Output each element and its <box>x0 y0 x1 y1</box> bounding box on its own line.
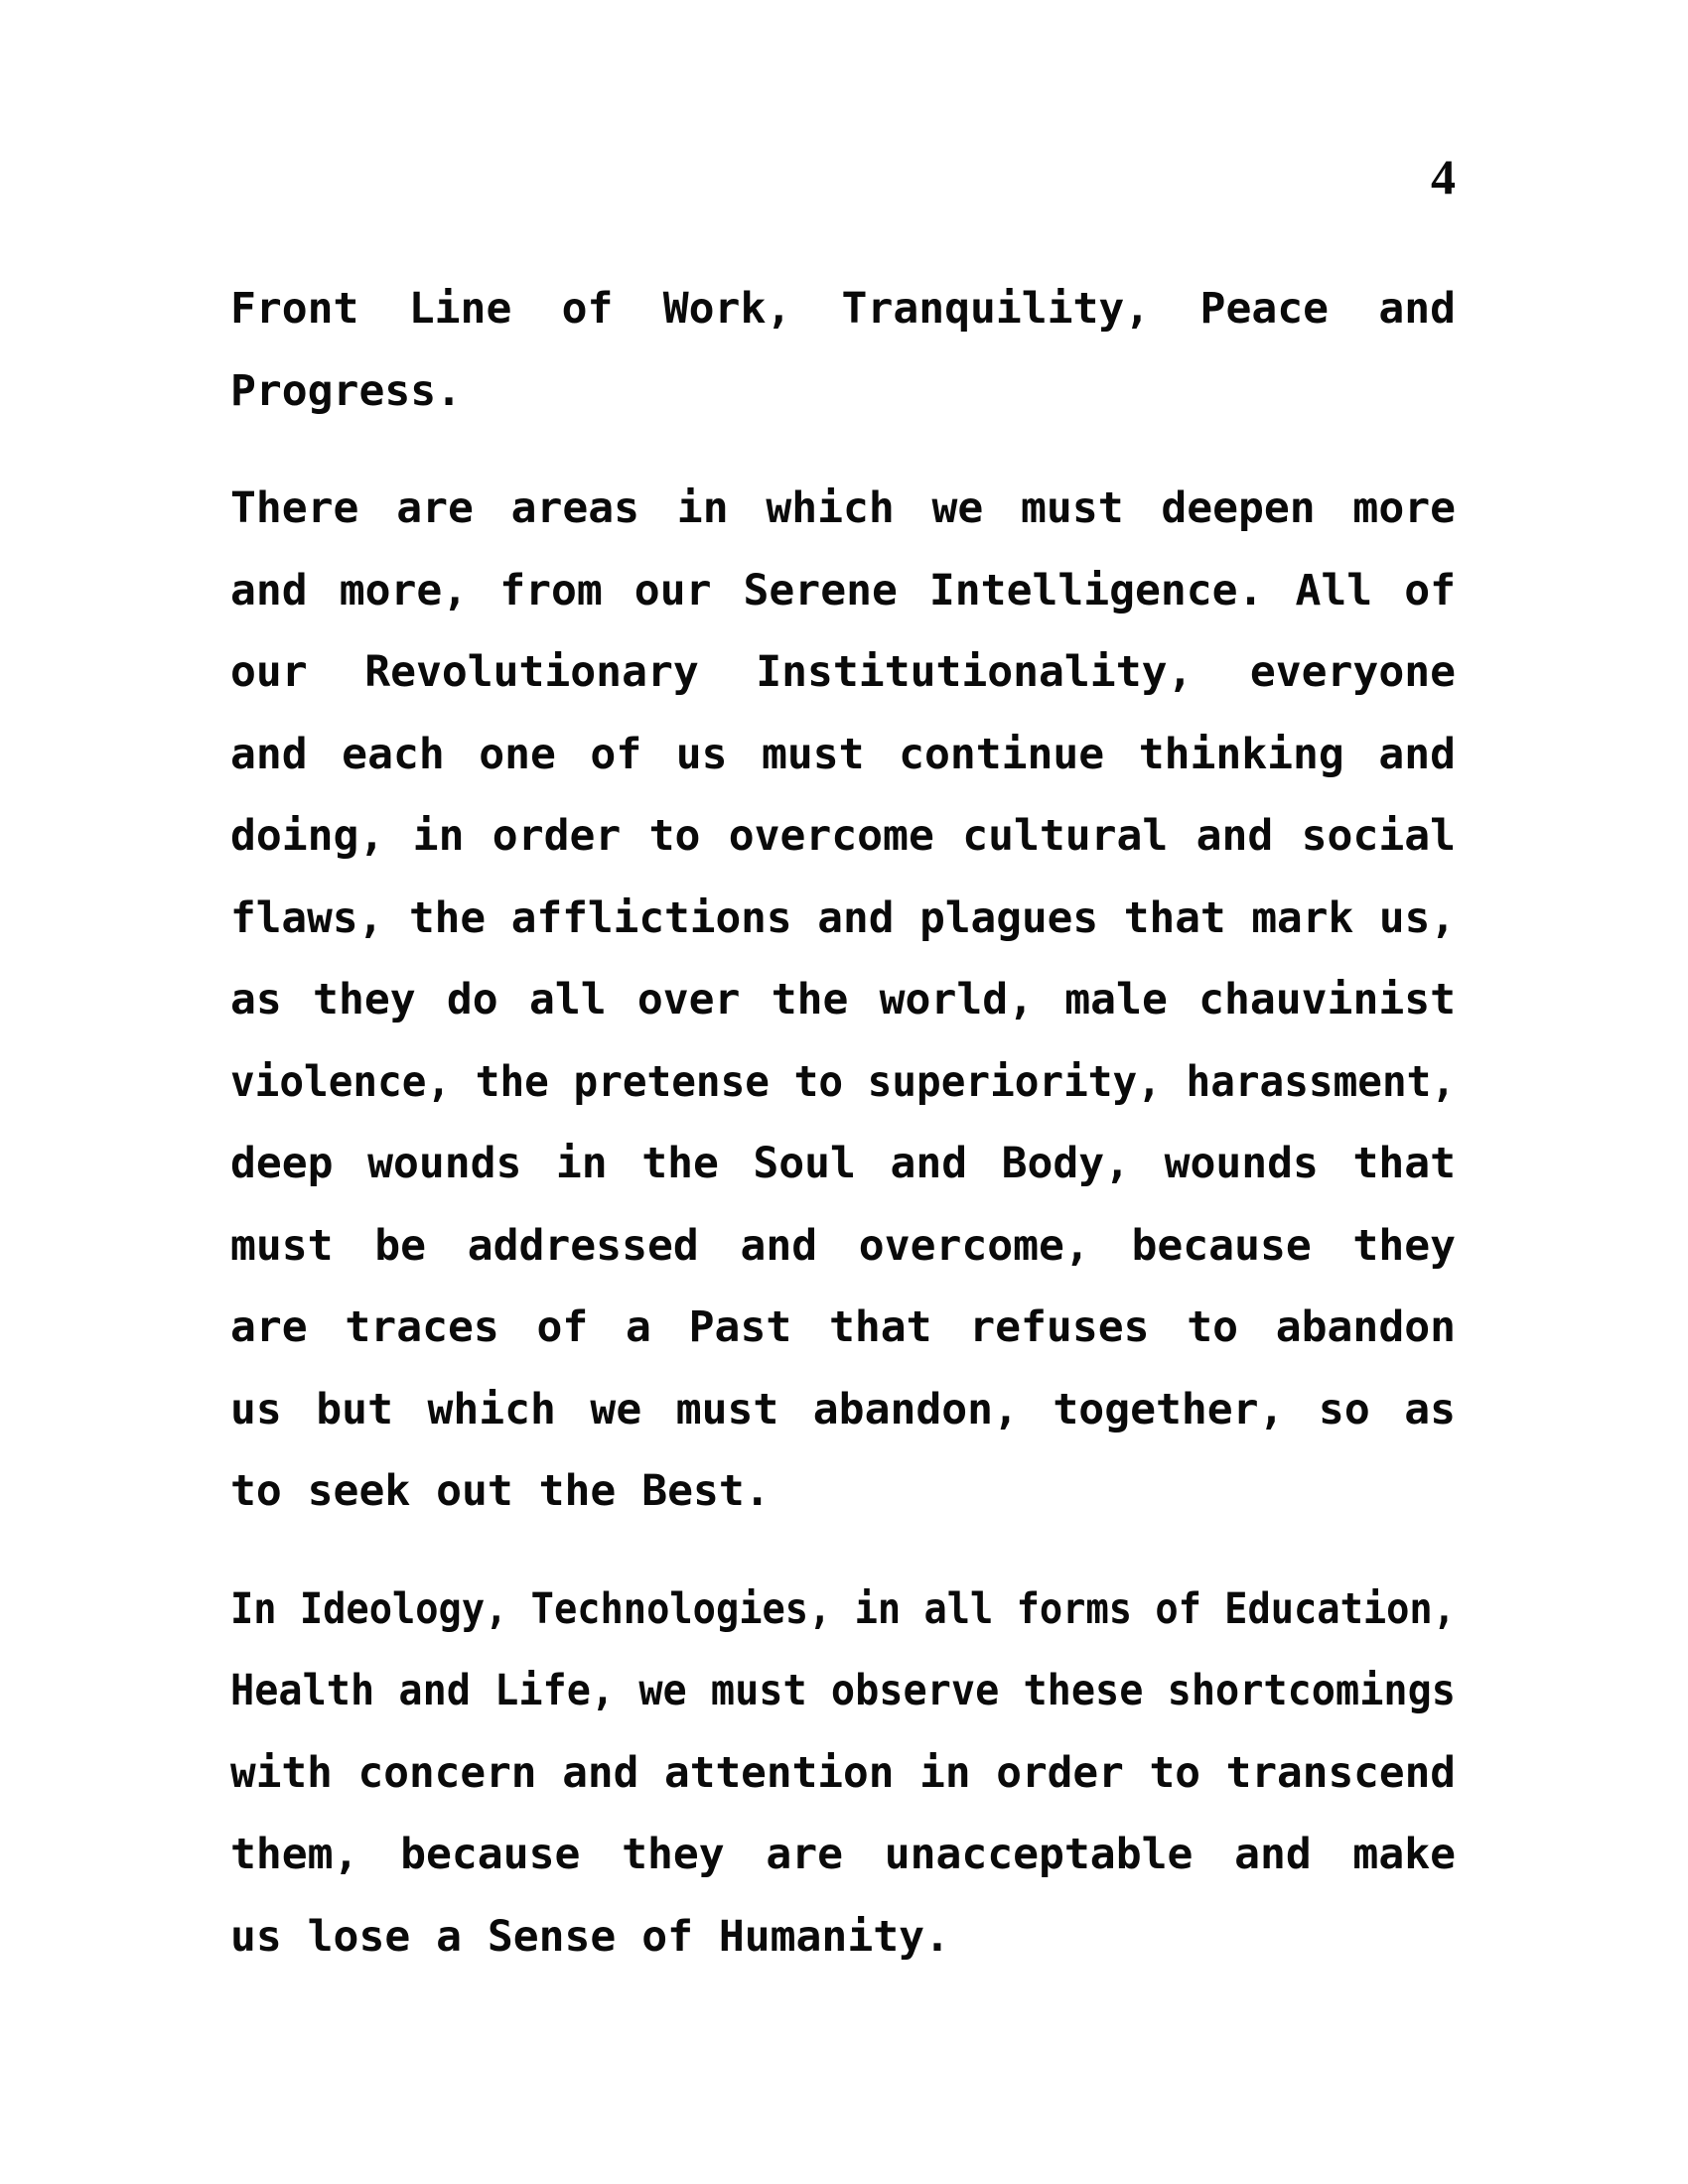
text-line: and more, from our Serene Intelligence. All of <box>230 565 1456 615</box>
text-line: as they do all over the world, male chauvinist <box>230 975 1456 1024</box>
paragraph <box>230 468 1456 1533</box>
document-body <box>230 268 1456 2013</box>
text-line: our Revolutionary Institutionality, everyone <box>230 647 1456 697</box>
text-line: Front Line of Work, Tranquility, Peace and <box>230 284 1456 334</box>
text-line: Health and Life, we must observe these shortcomings <box>230 1666 1456 1715</box>
text-line: In Ideology, Technologies, in all forms of Education, <box>230 1583 1456 1634</box>
text-line: must be addressed and overcome, because they <box>230 1220 1456 1271</box>
text-line: with concern and attention in order to transcend <box>230 1747 1456 1798</box>
text-line: to seek out the Best. <box>230 1466 771 1516</box>
text-line: deep wounds in the Soul and Body, wounds that <box>230 1139 1456 1188</box>
text-line: and each one of us must continue thinking and <box>230 729 1456 779</box>
text-line: Progress. <box>230 365 462 416</box>
text-line: violence, the pretense to superiority, harassment, <box>230 1056 1456 1107</box>
text-line: us but which we must abandon, together, so as <box>230 1384 1456 1434</box>
text-line: doing, in order to overcome cultural and social <box>230 811 1456 861</box>
text-line: them, because they are unacceptable and make <box>230 1830 1456 1879</box>
text-line: us lose a Sense of Humanity. <box>230 1911 950 1962</box>
paragraph <box>230 1569 1456 1979</box>
page-number: 4 <box>1431 149 1456 205</box>
text-line: flaws, the afflictions and plagues that mark us, <box>230 892 1456 943</box>
text-line: There are areas in which we must deepen more <box>230 483 1456 533</box>
paragraph <box>230 268 1456 432</box>
text-line: are traces of a Past that refuses to abandon <box>230 1302 1456 1352</box>
